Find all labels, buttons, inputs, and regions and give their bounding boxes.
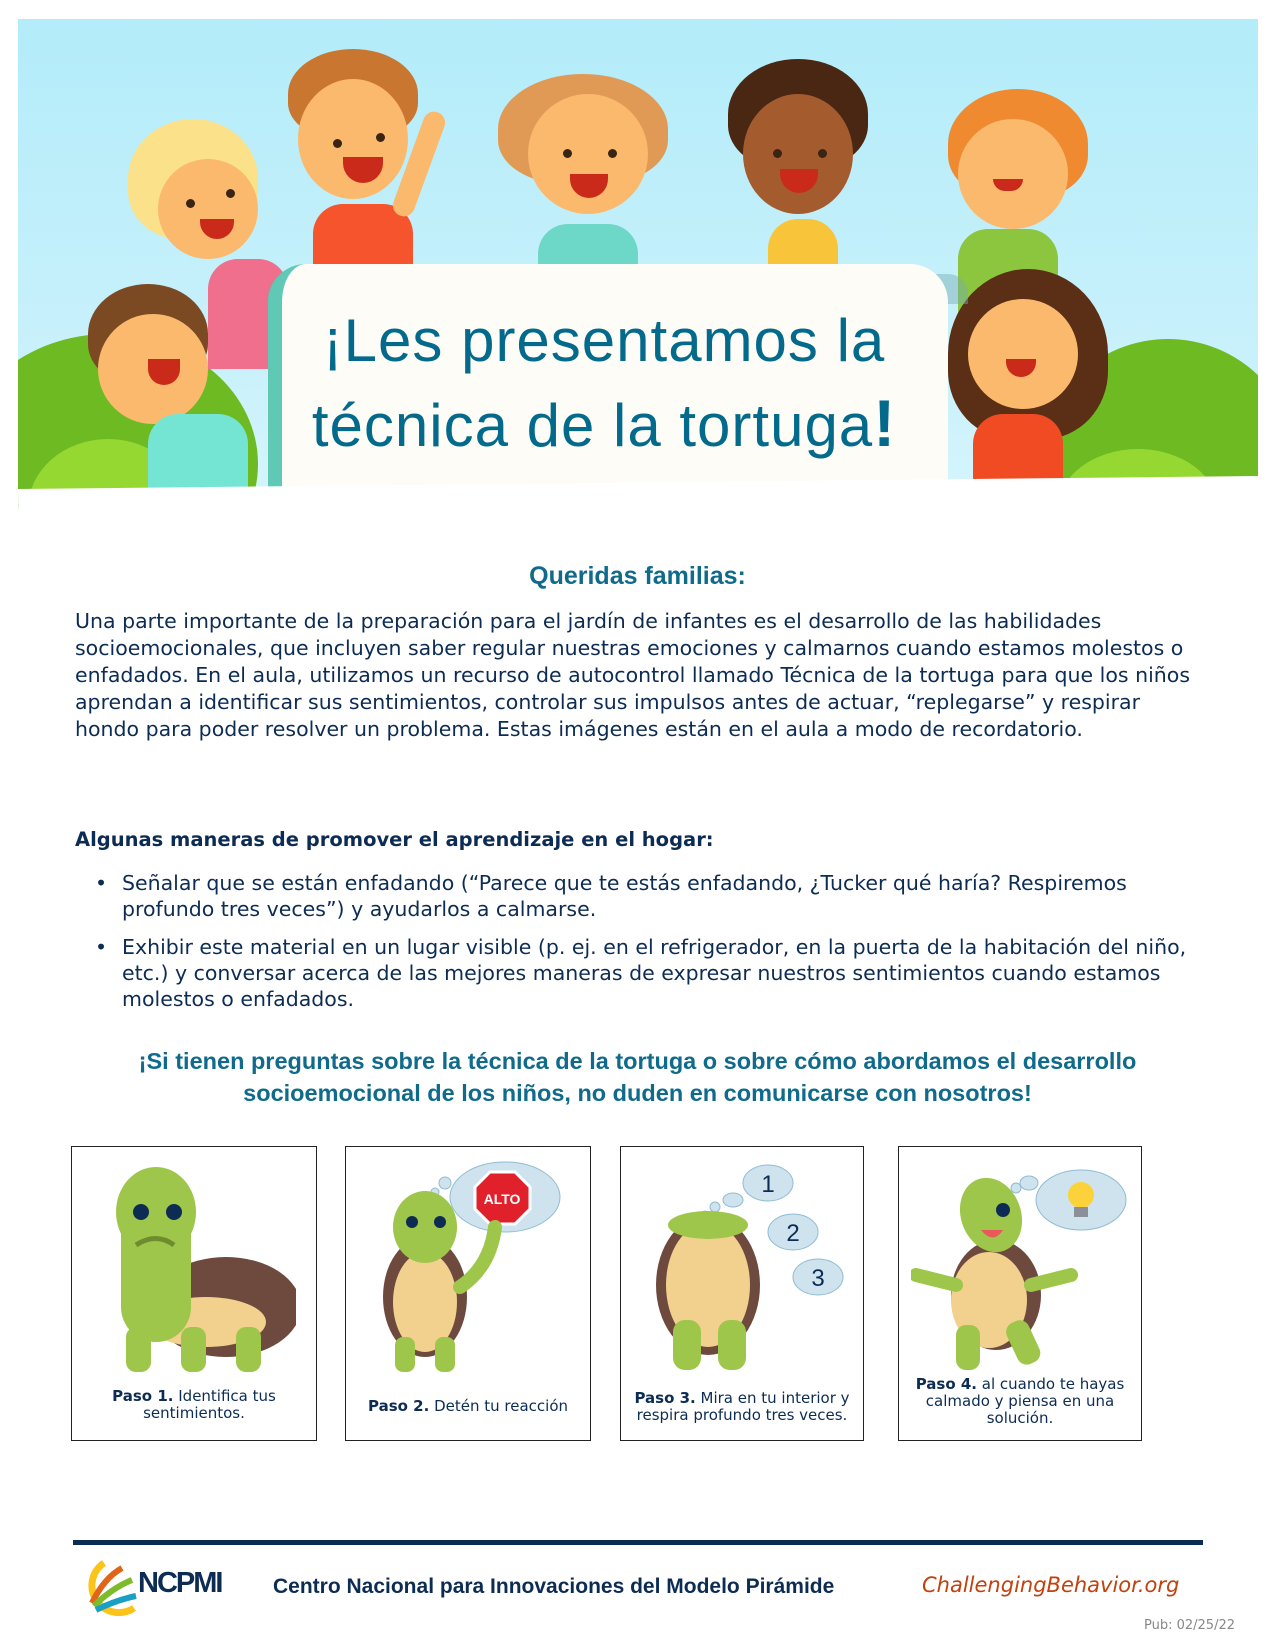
count-bubble-3: 3 [811,1265,825,1292]
list-item: • Exhibir este material en un lugar visible (p. ej. en el refrigerador, en la puerta de la habitación del niño, etc.) y conversar acerca de las mejores maneras de expresar nuestros sentimientos cuando estamos molestos o enfadados. [95,934,1195,1012]
step-caption [905,1376,1135,1427]
title-line-2: técnica de la tortuga [311,392,874,459]
idea-turtle-icon [911,1155,1131,1375]
step-caption [78,1388,310,1422]
website-link[interactable]: ChallengingBehavior.org [922,1573,1180,1597]
stop-turtle-icon [360,1157,580,1377]
step-text: Mira en tu interior y respira profundo tres veces. [636,1389,850,1424]
count-bubble-1: 1 [761,1171,775,1198]
lightbulb-icon [1068,1182,1094,1208]
list-item: • Señalar que se están enfadando (“Parece que te estás enfadando, ¿Tucker qué haría? Respiremos profundo tres veces”) y ayudarlos a calmarse. [95,870,1195,922]
stop-sign-text: ALTO [483,1191,521,1207]
step-label: Paso 1. [112,1387,174,1405]
step-label: Paso 3. [634,1389,696,1407]
ncpmi-logo-text: NCPMI [138,1567,222,1599]
tips-subheading: Algunas maneras de promover el aprendizaje en el hogar: [75,828,714,851]
step-text: Identifica tus sentimientos. [143,1387,276,1422]
step-card-4 [898,1146,1142,1441]
step-text: al cuando te hayas calmado y piensa en una solución. [925,1375,1125,1427]
step-label: Paso 2. [367,1397,430,1415]
angry-turtle-icon [96,1157,296,1377]
step-card-3 [620,1146,864,1441]
step-caption [352,1398,584,1415]
tips-list [95,870,1195,1024]
greeting-heading: Queridas familias: [529,562,746,590]
breathing-turtle-icon [633,1155,853,1375]
title-exclamation: ! [873,386,897,460]
count-bubble-2: 2 [786,1220,800,1247]
intro-paragraph: Una parte importante de la preparación para el jardín de infantes es el desarrollo de las habilidades socioemocionales, que incluyen saber regular nuestras emociones y calmarnos cuando estamos molestos o enfadados. En el aula, utilizamos un recurso de autocontrol llamado Técnica de la tortuga para que los niños aprendan a identificar sus sentimientos, controlar sus impulsos antes de actuar, “replegarse” y respirar hondo para poder resolver un problema. Estas imágenes están en el aula a modo de recordatorio. [75,609,1190,741]
organization-name: Centro Nacional para Innovaciones del Modelo Pirámide [273,1575,835,1598]
page-title [264,300,944,467]
step-caption [627,1390,857,1424]
contact-callout: ¡Si tienen preguntas sobre la técnica de la tortuga o sobre cómo abordamos el desarrollo socioemocional de los niños, no duden en comunicarse con nosotros! [138,1048,1137,1106]
publication-date: Pub: 02/25/22 [1144,1618,1235,1633]
title-line-1: ¡Les presentamos la [322,307,886,374]
step-text: Detén tu reacción [434,1397,569,1415]
step-card-1 [71,1146,317,1441]
step-card-2 [345,1146,591,1441]
footer-divider [73,1540,1203,1545]
step-label: Paso 4. [915,1375,977,1393]
